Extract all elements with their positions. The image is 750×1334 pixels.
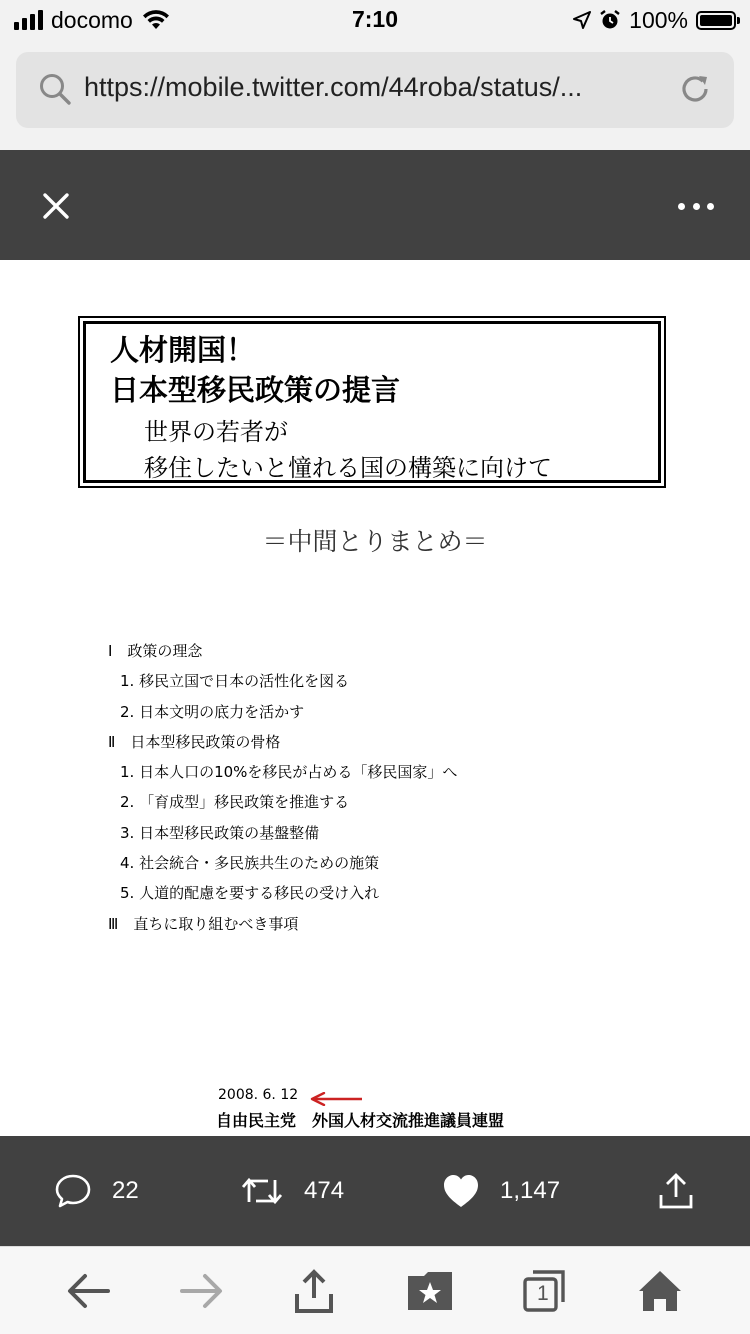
carrier-name: docomo [51, 6, 133, 33]
share-icon [656, 1171, 696, 1211]
status-bar [0, 0, 750, 40]
home-icon [637, 1269, 683, 1313]
toc-item: 2. 日本文明の底力を活かす [120, 702, 305, 721]
reply-icon [54, 1172, 92, 1210]
tabs-button[interactable] [520, 1267, 568, 1315]
alarm-icon [599, 9, 621, 31]
toc-item: 2. 「育成型」移民政策を推進する [120, 793, 350, 812]
document-title-line-4: 移住したいと憧れる国の構築に向けて [144, 454, 552, 482]
retweet-count: 474 [304, 1177, 345, 1204]
address-bar[interactable] [16, 52, 734, 128]
battery-percent: 100% [629, 6, 688, 33]
bookmarks-button[interactable] [406, 1267, 454, 1315]
table-of-contents [108, 640, 457, 943]
forward-button[interactable] [178, 1267, 226, 1315]
red-arrow-annotation [310, 1092, 364, 1106]
reply-count: 22 [112, 1177, 139, 1204]
browser-toolbar [0, 1246, 750, 1334]
toc-item: 1. 移民立国で日本の活性化を図る [120, 672, 350, 691]
tweet-image[interactable] [0, 260, 750, 1136]
toc-item: 1. 日本人口の10%を移民が占める「移民国家」へ [120, 763, 458, 782]
document-organization: 自由民主党 外国人材交流推進議員連盟 [216, 1111, 505, 1130]
forward-arrow-icon [179, 1271, 225, 1311]
battery-icon [696, 11, 736, 30]
tweet-action-bar [0, 1136, 750, 1246]
document-date: 2008. 6. 12 [218, 1087, 299, 1103]
bookmark-folder-icon [406, 1270, 454, 1312]
document-title-line-2: 日本型移民政策の提言 [110, 373, 401, 407]
media-viewer-header [0, 150, 750, 260]
tab-count: 1 [537, 1282, 549, 1305]
url-text[interactable]: https://mobile.twitter.com/44roba/status/... [84, 72, 583, 102]
document-title-line-1: 人材開国！ [110, 333, 256, 367]
like-count: 1,147 [500, 1177, 561, 1204]
reply-button[interactable] [54, 1136, 139, 1246]
toc-item: 5. 人道的配慮を要する移民の受け入れ [120, 884, 380, 903]
retweet-icon [240, 1172, 284, 1210]
clock: 7:10 [351, 6, 399, 32]
share-icon [292, 1268, 336, 1314]
retweet-button[interactable] [240, 1136, 344, 1246]
document-title-box [78, 316, 666, 488]
toc-item: Ⅱ 日本型移民政策の骨格 [108, 732, 281, 751]
browser-share-button[interactable] [290, 1267, 338, 1315]
document-subtitle: ＝中間とりまとめ＝ [262, 527, 488, 556]
home-button[interactable] [636, 1267, 684, 1315]
share-button[interactable] [656, 1136, 696, 1246]
toc-item: 4. 社会統合・多民族共生のための施策 [120, 854, 380, 873]
status-right [573, 6, 736, 34]
search-icon [38, 72, 72, 106]
close-icon[interactable] [36, 186, 76, 226]
reload-icon[interactable] [678, 72, 712, 106]
document-title-line-3: 世界の若者が [144, 418, 288, 446]
toc-item: Ⅲ 直ちに取り組むべき事項 [108, 914, 299, 933]
heart-icon [442, 1173, 480, 1209]
more-options-icon[interactable] [678, 196, 714, 216]
location-icon [573, 11, 591, 29]
back-arrow-icon [65, 1271, 111, 1311]
browser-address-area [0, 40, 750, 150]
like-button[interactable] [442, 1136, 560, 1246]
toc-item: 3. 日本型移民政策の基盤整備 [120, 823, 320, 842]
toc-item: Ⅰ 政策の理念 [108, 642, 203, 660]
back-button[interactable] [64, 1267, 112, 1315]
